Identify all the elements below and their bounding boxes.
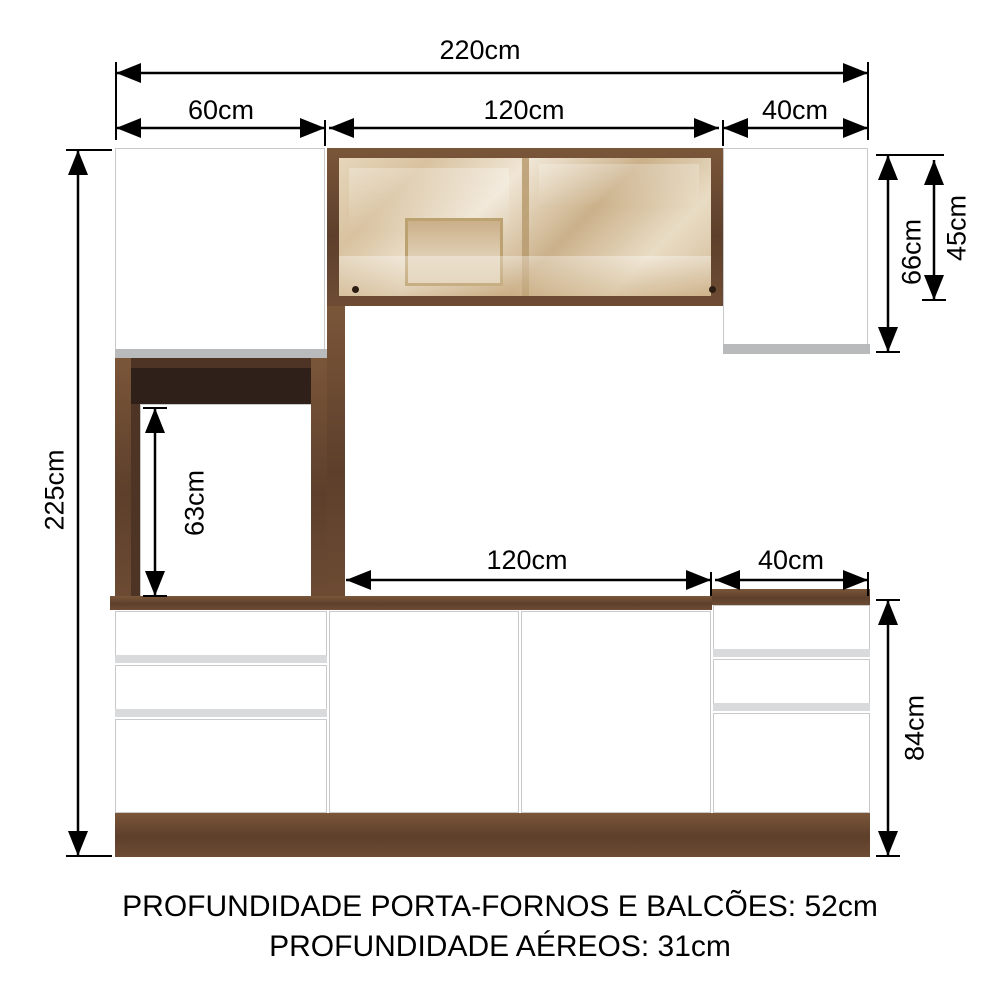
upper-glass-cabinet-glass (339, 158, 711, 296)
lower-left-drawer-1-handle (115, 655, 327, 663)
lower-left-drawer-1 (115, 611, 327, 659)
oven-tower-side-right (311, 358, 327, 606)
caption-line-2: PROFUNDIDADE AÉREOS: 31cm (269, 930, 731, 963)
lower-left-door (115, 719, 327, 813)
upper-left-cabinet (115, 148, 325, 353)
dim-height-225: 225cm (39, 449, 70, 531)
dim-seg-40-top: 40cm (761, 95, 829, 125)
dim-total-width: 220cm (439, 35, 521, 65)
countertop-center (330, 596, 712, 610)
caption-line-1: PROFUNDIDADE PORTA-FORNOS E BALCÕES: 52cm (122, 890, 878, 923)
dim-seg-60: 60cm (187, 95, 255, 125)
dim-seg-120-top: 120cm (483, 95, 565, 125)
lower-right-door (713, 713, 870, 813)
center-vertical-divider (327, 306, 345, 606)
base-plinth (115, 813, 870, 857)
glass-bottom-sheen (339, 256, 711, 296)
lower-center-door-left (329, 611, 519, 813)
dim-height-45: 45cm (941, 194, 972, 262)
lower-right-drawer-2-handle (713, 703, 870, 711)
upper-right-cabinet (723, 148, 868, 346)
lower-right-drawer-2 (713, 659, 870, 707)
oven-tower-niche-shadow (126, 368, 316, 404)
glass-reflection-right (539, 164, 699, 204)
countertop-left (110, 596, 330, 610)
oven-tower-door (140, 404, 316, 598)
lower-center-door-right (521, 611, 711, 813)
dim-height-84: 84cm (899, 694, 930, 762)
countertop-right (712, 589, 870, 605)
dim-height-66: 66cm (896, 218, 927, 286)
dim-seg-40-bottom: 40cm (757, 545, 825, 575)
upper-right-cabinet-bottom-shadow (723, 344, 870, 354)
upper-left-cabinet-bottom-shadow (115, 349, 327, 358)
lower-right-drawer-1-handle (713, 649, 870, 657)
glass-door-knob-right (709, 286, 716, 293)
dim-height-63: 63cm (179, 469, 210, 537)
oven-tower-side-left (115, 358, 131, 606)
lower-right-drawer-1 (713, 605, 870, 653)
lower-left-drawer-2-handle (115, 709, 327, 717)
dim-seg-120-bottom: 120cm (486, 545, 568, 575)
lower-left-drawer-2 (115, 665, 327, 713)
glass-door-knob-left (352, 286, 359, 293)
